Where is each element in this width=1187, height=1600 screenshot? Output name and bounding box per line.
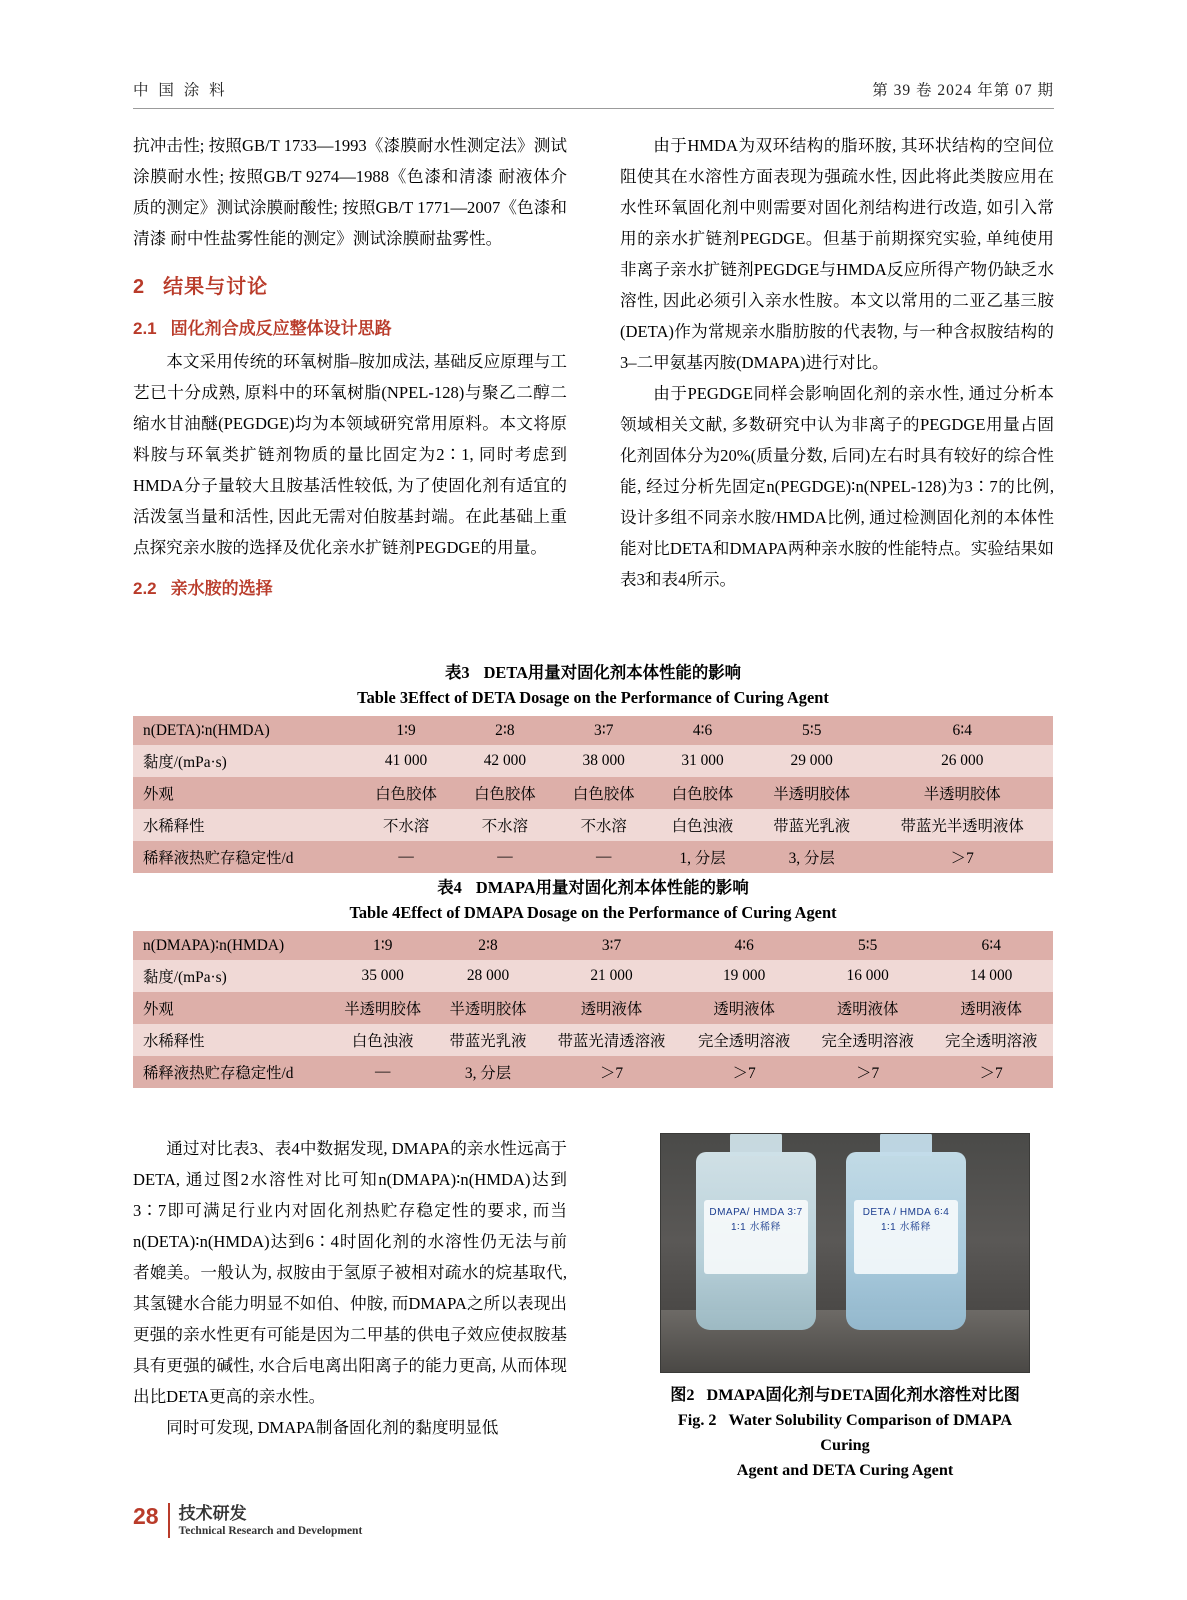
subsection-number: 2.1	[133, 319, 157, 338]
table-3-r0-c5: 29 000	[752, 745, 872, 777]
table-4-r0-c6: 14 000	[929, 960, 1053, 992]
table-4-header-cell-1: 1∶9	[330, 931, 435, 960]
table-4-r2-c6: 完全透明溶液	[929, 1024, 1053, 1056]
table-3-r1-c2: 白色胶体	[455, 777, 554, 809]
table-3-title-en	[133, 685, 1053, 710]
table-3-header-cell-4: 4∶6	[653, 716, 752, 745]
table-4-r2-c0: 水稀释性	[133, 1024, 330, 1056]
table-3-r2-c3: 不水溶	[554, 809, 653, 841]
bottle-dmapa	[696, 1152, 816, 1330]
subsection-title: 固化剂合成反应整体设计思路	[170, 319, 392, 338]
section-number: 2	[133, 276, 146, 298]
table-row	[133, 809, 1053, 841]
table-4-r1-c6: 透明液体	[929, 992, 1053, 1024]
table-4-label-cn: 表4	[437, 878, 462, 897]
table-3-r2-c6: 带蓝光半透明液体	[871, 809, 1053, 841]
table-3-r1-c1: 白色胶体	[357, 777, 456, 809]
table-row	[133, 931, 1053, 960]
table-4-title-cn	[133, 875, 1053, 900]
table-3-label-en: Table 3	[357, 688, 409, 707]
table-4-r3-c2: 3, 分层	[435, 1056, 540, 1088]
figure-2-text-en-1: Water Solubility Comparison of DMAPA Curing	[728, 1411, 1013, 1454]
table-3-header-cell-2: 2∶8	[455, 716, 554, 745]
table-3-r1-c6: 半透明胶体	[871, 777, 1053, 809]
table-4-r0-c5: 16 000	[806, 960, 930, 992]
journal-name: 中 国 涂 料	[133, 82, 228, 99]
section-title: 结果与讨论	[163, 276, 269, 298]
table-3-caption-en: Effect of DETA Dosage on the Performance of Curing Agent	[408, 688, 829, 707]
bottle-dmapa-label: DMAPA/ HMDA 3∶7 1∶1 水稀释	[704, 1200, 808, 1274]
footer-section-cn: 技术研发	[178, 1504, 247, 1523]
table-4-r0-c2: 28 000	[435, 960, 540, 992]
table-row	[133, 960, 1053, 992]
page-number: 28	[133, 1503, 159, 1529]
table-3-title-cn	[133, 660, 1053, 685]
table-4-header-cell-4: 4∶6	[682, 931, 806, 960]
table-3-r3-c4: 1, 分层	[653, 841, 752, 873]
bottom-paragraph-2: 同时可发现, DMAPA制备固化剂的黏度明显低	[166, 1418, 499, 1437]
table-4-r1-c4: 透明液体	[682, 992, 806, 1024]
table-4-header-cell-6: 6∶4	[929, 931, 1053, 960]
table-3-r1-c0: 外观	[133, 777, 357, 809]
table-3-r3-c3: —	[554, 841, 653, 873]
table-4-r3-c3: ＞7	[541, 1056, 683, 1088]
table-4-header-cell-2: 2∶8	[435, 931, 540, 960]
table-3-r0-c4: 31 000	[653, 745, 752, 777]
left-paragraph-2: 本文采用传统的环氧树脂–胺加成法, 基础反应原理与工艺已十分成熟, 原料中的环氧树脂(NPEL-128)与聚乙二醇二缩水甘油醚(PEGDGE)均为本领域研究常用原料。本文将原料胺与环氧类扩链剂物质的量比固定为2∶1, 同时考虑到HMDA分子量较大且胺基活性较低, 为了使固化剂有适宜的活泼氢当量和活性, 因此无需对伯胺基封端。在此基础上重点探究亲水胺的选择及优化亲水扩链剂PEGDGE的用量。	[133, 352, 567, 557]
left-paragraph-1: 抗冲击性; 按照GB/T 1733—1993《漆膜耐水性测定法》测试涂膜耐水性; 按照GB/T 9274—1988《色漆和清漆 耐液体介质的测定》测试涂膜耐酸性; 按照GB/T 1771—2007《色漆和清漆 耐中性盐雾性能的测定》测试涂膜耐盐雾性。	[133, 136, 567, 248]
table-3-header-cell-6: 6∶4	[871, 716, 1053, 745]
table-3-r3-c1: —	[357, 841, 456, 873]
table-3-r0-c2: 42 000	[455, 745, 554, 777]
figure-2-text-en-2: Agent and DETA Curing Agent	[736, 1461, 954, 1479]
subsection-title: 亲水胺的选择	[170, 579, 273, 598]
table-4-label-en: Table 4	[349, 903, 401, 922]
table-3-block	[133, 660, 1053, 873]
table-4-r0-c4: 19 000	[682, 960, 806, 992]
table-4-r2-c1: 白色浊液	[330, 1024, 435, 1056]
footer-divider	[168, 1503, 170, 1538]
table-row	[133, 716, 1053, 745]
table-4-caption-en: Effect of DMAPA Dosage on the Performance of Curing Agent	[400, 903, 837, 922]
table-4-r0-c1: 35 000	[330, 960, 435, 992]
table-3-r1-c5: 半透明胶体	[752, 777, 872, 809]
table-4-r3-c6: ＞7	[929, 1056, 1053, 1088]
table-4-r3-c0: 稀释液热贮存稳定性/d	[133, 1056, 330, 1088]
table-3-r0-c6: 26 000	[871, 745, 1053, 777]
bottle-deta-label: DETA / HMDA 6∶4 1∶1 水稀释	[854, 1200, 958, 1274]
bottom-paragraph-1: 通过对比表3、表4中数据发现, DMAPA的亲水性远高于DETA, 通过图2水溶性对比可知n(DMAPA)∶n(HMDA)达到3∶7即可满足行业内对固化剂热贮存稳定性的要求, 而当n(DETA)∶n(HMDA)达到6∶4时固化剂的水溶性仍无法与前者媲美。一般认为, 叔胺由于氢原子被相对疏水的烷基取代, 其氢键水合能力明显不如伯、仲胺, 而DMAPA之所以表现出更强的亲水性更有可能是因为二甲基的供电子效应使叔胺基具有更强的碱性, 水合后电离出阳离子的能力更高, 从而体现出比DETA更高的亲水性。	[133, 1139, 567, 1406]
subsection-heading-22	[133, 573, 567, 604]
table-3-r3-c6: ＞7	[871, 841, 1053, 873]
table-4-r1-c2: 半透明胶体	[435, 992, 540, 1024]
page-footer	[133, 1503, 362, 1538]
table-3-r1-c3: 白色胶体	[554, 777, 653, 809]
table-3-label-cn: 表3	[445, 663, 470, 682]
issue-info: 第 39 卷 2024 年第 07 期	[872, 82, 1054, 99]
table-3-header-cell-5: 5∶5	[752, 716, 872, 745]
table-3-header-cell-1: 1∶9	[357, 716, 456, 745]
table-row	[133, 777, 1053, 809]
table-3-r3-c0: 稀释液热贮存稳定性/d	[133, 841, 357, 873]
table-3	[133, 716, 1053, 873]
table-3-header-cell-3: 3∶7	[554, 716, 653, 745]
table-4-r2-c2: 带蓝光乳液	[435, 1024, 540, 1056]
table-3-r2-c4: 白色浊液	[653, 809, 752, 841]
table-4-r2-c5: 完全透明溶液	[806, 1024, 930, 1056]
table-4-header-cell-3: 3∶7	[541, 931, 683, 960]
bottle-neck	[730, 1133, 782, 1156]
figure-2-photo	[660, 1133, 1030, 1373]
right-paragraph-1: 由于HMDA为双环结构的脂环胺, 其环状结构的空间位阻使其在水溶性方面表现为强疏水性, 因此将此类胺应用在水性环氧固化剂中则需要对固化剂结构进行改造, 如引入常用的亲水扩链剂PEGDGE。但基于前期探究实验, 单纯使用非离子亲水扩链剂PEGDGE与HMDA反应所得产物仍缺乏水溶性, 因此必须引入亲水性胺。本文以常用的二亚乙基三胺(DETA)作为常规亲水脂肪胺的代表物, 与一种含叔胺结构的3–二甲氨基丙胺(DMAPA)进行对比。	[620, 136, 1054, 372]
figure-2-caption-cn	[660, 1383, 1030, 1408]
table-4-r3-c4: ＞7	[682, 1056, 806, 1088]
table-3-header-cell-0: n(DETA)∶n(HMDA)	[133, 716, 357, 745]
bottle-neck	[880, 1133, 932, 1156]
table-4-r2-c4: 完全透明溶液	[682, 1024, 806, 1056]
left-text-column	[133, 130, 567, 606]
table-3-r0-c0: 黏度/(mPa·s)	[133, 745, 357, 777]
table-4-r0-c0: 黏度/(mPa·s)	[133, 960, 330, 992]
table-4-header-cell-5: 5∶5	[806, 931, 930, 960]
table-4-r3-c1: —	[330, 1056, 435, 1088]
header-divider	[133, 108, 1054, 109]
table-3-r3-c5: 3, 分层	[752, 841, 872, 873]
figure-2-caption-en	[660, 1408, 1030, 1483]
table-3-r2-c5: 带蓝光乳液	[752, 809, 872, 841]
table-3-r0-c1: 41 000	[357, 745, 456, 777]
table-row	[133, 1056, 1053, 1088]
table-3-r2-c0: 水稀释性	[133, 809, 357, 841]
subsection-heading-21	[133, 313, 567, 344]
table-4-block	[133, 875, 1053, 1088]
table-4-r1-c3: 透明液体	[541, 992, 683, 1024]
right-text-column	[620, 130, 1054, 595]
figure-2-label-en: Fig. 2	[677, 1411, 717, 1429]
table-4-r1-c0: 外观	[133, 992, 330, 1024]
table-row	[133, 841, 1053, 873]
page-header	[133, 78, 1054, 100]
table-4-header-cell-0: n(DMAPA)∶n(HMDA)	[133, 931, 330, 960]
figure-2	[660, 1133, 1030, 1483]
table-row	[133, 745, 1053, 777]
table-row	[133, 992, 1053, 1024]
bottom-left-column	[133, 1133, 567, 1443]
table-3-r2-c2: 不水溶	[455, 809, 554, 841]
table-3-caption-cn: DETA用量对固化剂本体性能的影响	[483, 663, 741, 682]
table-4-title-en	[133, 900, 1053, 925]
table-4	[133, 931, 1053, 1088]
table-3-r3-c2: —	[455, 841, 554, 873]
table-4-r2-c3: 带蓝光清透溶液	[541, 1024, 683, 1056]
table-4-r1-c5: 透明液体	[806, 992, 930, 1024]
figure-2-text-cn: DMAPA固化剂与DETA固化剂水溶性对比图	[706, 1386, 1020, 1404]
subsection-number: 2.2	[133, 579, 157, 598]
figure-2-label-cn: 图2	[670, 1386, 695, 1404]
table-3-r2-c1: 不水溶	[357, 809, 456, 841]
table-3-r1-c4: 白色胶体	[653, 777, 752, 809]
table-4-caption-cn: DMAPA用量对固化剂本体性能的影响	[475, 878, 749, 897]
bottle-deta	[846, 1152, 966, 1330]
table-3-r0-c3: 38 000	[554, 745, 653, 777]
right-paragraph-2: 由于PEGDGE同样会影响固化剂的亲水性, 通过分析本领域相关文献, 多数研究中认为非离子的PEGDGE用量占固化剂固体分为20%(质量分数, 后同)左右时具有较好的综合性能, 经过分析先固定n(PEGDGE)∶n(NPEL-128)为3∶7的比例, 设计多组不同亲水胺/HMDA比例, 通过检测固化剂的本体性能对比DETA和DMAPA两种亲水胺的性能特点。实验结果如表3和表4所示。	[620, 384, 1054, 589]
table-row	[133, 1024, 1053, 1056]
section-heading-2	[133, 272, 567, 303]
footer-section-en: Technical Research and Development	[178, 1525, 363, 1537]
table-4-r1-c1: 半透明胶体	[330, 992, 435, 1024]
table-4-r0-c3: 21 000	[541, 960, 683, 992]
table-4-r3-c5: ＞7	[806, 1056, 930, 1088]
